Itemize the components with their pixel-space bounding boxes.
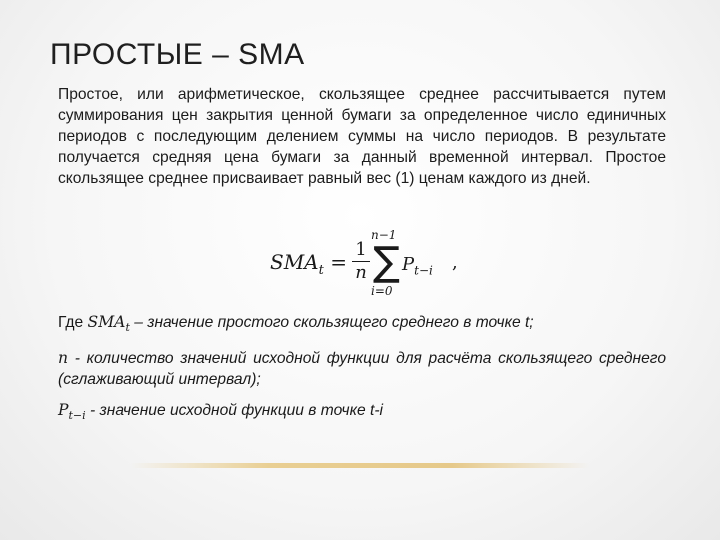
fraction-denominator: n (355, 262, 367, 283)
formula-rhs (402, 254, 433, 278)
definition-text: - значение исходной функции в точке t-i (85, 402, 383, 420)
formula-lhs-symbol: SMA (270, 250, 319, 274)
footer-divider (130, 463, 590, 468)
slide-body (58, 84, 666, 189)
definition-p (58, 400, 666, 426)
definition-symbol-sub: t−i (68, 409, 86, 423)
definition-symbol: n (58, 349, 69, 368)
definition-symbol-sub: t (125, 321, 130, 335)
sigma-lower-limit: i=0 (371, 284, 393, 298)
definition-text: – значение простого скользящего среднего в точке t; (129, 314, 534, 331)
sma-formula (270, 228, 470, 300)
fraction-numerator: 1 (355, 239, 367, 260)
sigma-upper-limit: n−1 (371, 228, 397, 242)
formula-equals: = (330, 250, 347, 274)
intro-paragraph: Простое, или арифметическое, скользящее среднее рассчитывается путем суммирования цен закрытия ценной бумаги за определенное число единичных периодов с последующим делением суммы на число периодов. В результате получается средняя цена бумаги за данный временной интервал. Простое скользящее среднее присваивает равный вес (1) ценам каждого из дней. (58, 86, 666, 187)
formula-fraction (352, 240, 370, 283)
formula-rhs-subscript: t−i (414, 263, 433, 278)
slide-title: ПРОСТЫЕ – SMA (50, 38, 305, 71)
definition-symbol-main: SMA (87, 313, 126, 331)
definition-symbol (58, 401, 86, 423)
definition-symbol-main: P (58, 401, 69, 420)
definition-sma (58, 312, 666, 338)
definition-symbol (87, 313, 130, 335)
formula-lhs (270, 250, 347, 278)
formula-comma: , (452, 252, 458, 273)
formula-lhs-subscript: t (318, 263, 324, 278)
definition-n (58, 348, 666, 390)
definition-text: - количество значений исходной функции для расчёта скользящего среднего (сглаживающий интервал); (58, 350, 666, 389)
definition-prefix: Где (58, 314, 88, 331)
formula-rhs-symbol: P (402, 254, 415, 275)
sigma-symbol: ∑ (373, 239, 400, 285)
definitions-list (58, 312, 666, 436)
